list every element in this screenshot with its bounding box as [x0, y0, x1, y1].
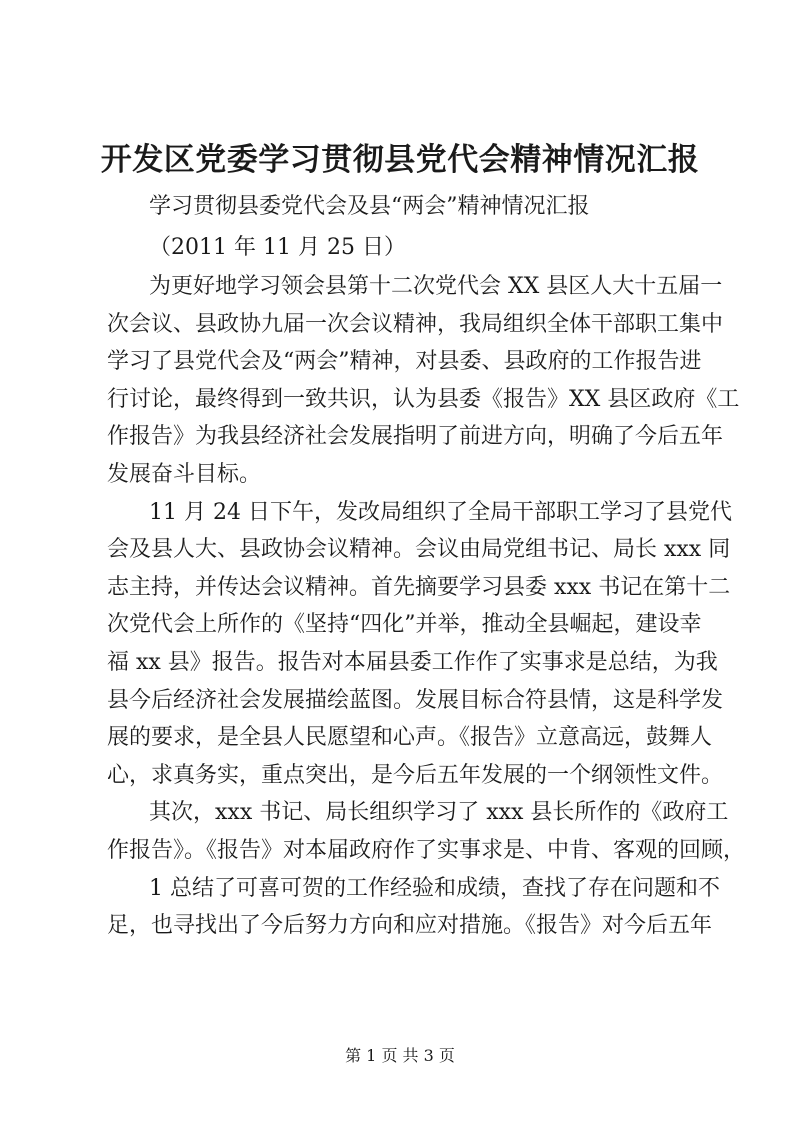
text-line: 为更好地学习领会县第十二次党代会 XX 县区人大十五届一	[149, 274, 723, 299]
text-line: 福 xx 县》报告。报告对本届县委工作作了实事求是总结，为我	[107, 649, 718, 675]
text-line: 其次，xxx 书记、局长组织学习了 xxx 县长所作的《政府工	[149, 800, 729, 826]
text-line: 作报告》。《报告》对本届政府作了实事求是、中肯、客观的回顾，	[107, 837, 746, 863]
paragraph-3	[107, 794, 746, 869]
document-subtitle: 学习贯彻县委党代会及县“两会”精神情况汇报	[149, 194, 590, 219]
text-line: 11 月 24 日下午，发改局组织了全局干部职工学习了县党代	[149, 499, 732, 525]
text-line: 展的要求，是全县人民愿望和心声。《报告》立意高远，鼓舞人	[107, 725, 713, 751]
text-line: 心，求真务实，重点突出，是今后五年发展的一个纲领性文件。	[107, 762, 724, 788]
text-line: 作报告》为我县经济社会发展指明了前进方向，明确了今后五年	[107, 424, 724, 450]
text-line: 志主持，并传达会议精神。首先摘要学习县委 xxx 书记在第十二	[107, 574, 731, 600]
document-date: （2011 年 11 月 25 日）	[149, 235, 406, 260]
text-line: 学习了县党代会及“两会”精神，对县委、县政府的工作报告进	[107, 349, 702, 375]
document-body	[107, 268, 746, 945]
text-line: 行讨论，最终得到一致共识，认为县委《报告》XX 县区政府《工	[107, 386, 740, 412]
document-title: 开发区党委学习贯彻县党代会精神情况汇报	[100, 142, 700, 178]
paragraph-1	[107, 268, 740, 494]
paragraph-4	[107, 870, 720, 945]
text-line: 会及县人大、县政协会议精神。会议由局党组书记、局长 xxx 同	[107, 537, 731, 563]
text-line: 县今后经济社会发展描绘蓝图。发展目标合符县情，这是科学发	[107, 687, 724, 713]
page-number: 第 1 页 共 3 页	[345, 1046, 455, 1065]
text-line: 发展奋斗目标。	[107, 461, 262, 487]
text-line: 次会议、县政协九届一次会议精神，我局组织全体干部职工集中	[107, 311, 724, 337]
text-line: 1 总结了可喜可贺的工作经验和成绩，查找了存在问题和不	[149, 875, 720, 901]
paragraph-2	[107, 494, 732, 795]
text-line: 次党代会上所作的《坚持“四化”并举，推动全县崛起，建设幸	[107, 612, 702, 638]
text-line: 足，也寻找出了今后努力方向和应对措施。《报告》对今后五年	[107, 913, 713, 939]
